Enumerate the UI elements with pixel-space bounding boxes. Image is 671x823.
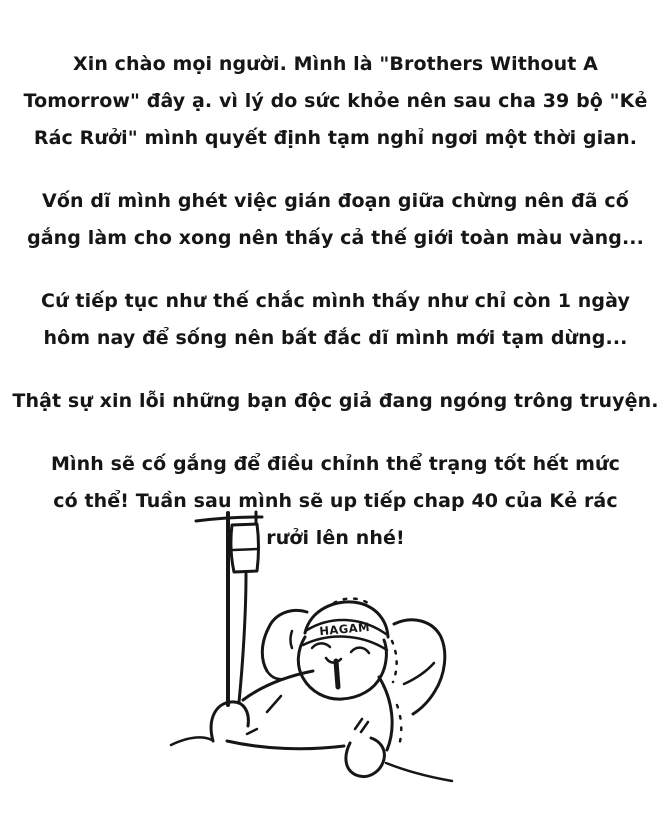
sketch-ink-group xyxy=(171,512,452,781)
thermometer xyxy=(336,661,338,687)
note-line: Thật sự xin lỗi những bạn độc giả đang ngóng trông truyện. xyxy=(12,390,659,412)
dots-right-of-head xyxy=(392,641,397,682)
pillow-left-outline xyxy=(262,610,307,671)
note-line: Xin chào mọi người. Mình là "Brothers Without A xyxy=(72,53,598,75)
pillow-left-crease xyxy=(291,631,293,648)
dots-right-of-body xyxy=(397,705,401,749)
pillow-right-outline xyxy=(394,620,445,714)
arm-crease xyxy=(267,696,281,712)
note-line: rưởi lên nhé! xyxy=(266,527,405,549)
left-hand-crease xyxy=(247,729,257,734)
pillow-right-inner xyxy=(404,663,434,684)
right-hand xyxy=(346,738,384,777)
blanket-bottom-line xyxy=(227,741,344,749)
patient-head xyxy=(298,602,388,699)
left-eye xyxy=(312,643,330,648)
iv-stand xyxy=(196,512,262,705)
note-line: Vốn dĩ mình ghét việc gián đoạn giữa chừng nên đã cố xyxy=(42,190,629,212)
note-line: Tomorrow" đây ạ. vì lý do sức khỏe nên sau cha 39 bộ "Kẻ xyxy=(23,90,648,112)
note-line: Rác Rưởi" mình quyết định tạm nghỉ ngơi một thời gian. xyxy=(33,127,638,149)
right-eye xyxy=(351,648,369,653)
note-line: hôm nay để sống nên bất đắc dĩ mình mới tạm dừng... xyxy=(43,327,628,349)
bed-line-left xyxy=(171,738,212,745)
note-line: gắng làm cho xong nên thấy cả thế giới toàn màu vàng... xyxy=(27,227,644,249)
headband-label: HAGAM xyxy=(318,619,371,639)
pillow-left-edge xyxy=(267,671,284,679)
note-line: Mình sẽ cố gắng để điều chỉnh thể trạng tốt hết mức xyxy=(51,453,620,475)
head-outline xyxy=(298,637,386,699)
note-line: Cứ tiếp tục như thế chắc mình thấy như chỉ còn 1 ngày xyxy=(41,290,630,312)
left-hand xyxy=(211,702,248,741)
smile xyxy=(326,658,341,663)
iv-tube xyxy=(239,574,246,702)
bed-line-right xyxy=(386,763,452,781)
pillow-right xyxy=(394,620,445,714)
headband-lower-line xyxy=(303,637,387,650)
note-line: có thể! Tuần sau mình sẽ up tiếp chap 40 của Kẻ rác xyxy=(53,490,618,512)
right-hand-crease-1 xyxy=(355,719,362,729)
right-hand-crease-2 xyxy=(361,722,368,732)
iv-bag-fluid-line xyxy=(233,549,257,550)
body-right-edge xyxy=(379,677,392,750)
